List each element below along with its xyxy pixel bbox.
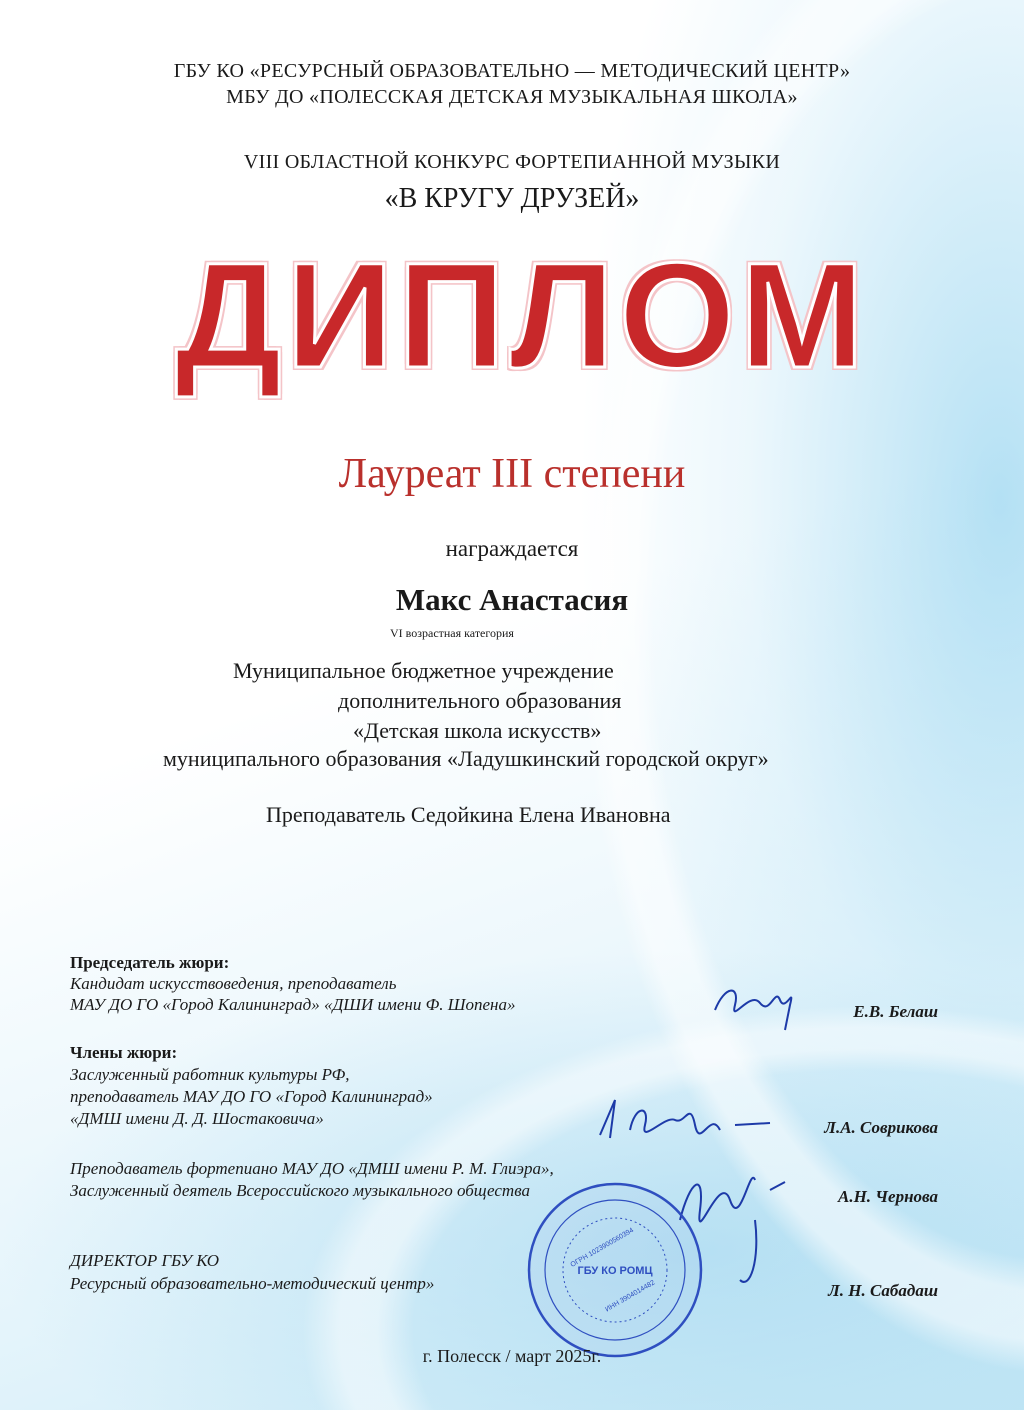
director-desc: Ресурсный образовательно-методический центр» <box>70 1274 435 1293</box>
contest-title: VIII ОБЛАСТНОЙ КОНКУРС ФОРТЕПИАННОЙ МУЗЫКИ <box>243 151 781 173</box>
organizer-2: МБУ ДО «ПОЛЕССКАЯ ДЕТСКАЯ МУЗЫКАЛЬНАЯ ШКОЛА» <box>226 86 798 108</box>
director-name: Л. Н. Сабадаш <box>828 1281 938 1300</box>
award-title: Лауреат III степени <box>338 451 686 497</box>
jury-member1-desc: преподаватель МАУ ДО ГО «Город Калининград» <box>70 1087 433 1106</box>
stamp-center-text: ГБУ КО РОМЦ <box>577 1265 653 1277</box>
footer-place-date: г. Полесск / март 2025г. <box>422 1346 602 1366</box>
jury-member1-desc: «ДМШ имени Д. Д. Шостаковича» <box>70 1109 324 1128</box>
stamp-ogrn: ОГРН 1023900560394 <box>569 1227 635 1269</box>
age-category: VI возрастная категория <box>390 626 514 640</box>
signature-sovrikova <box>585 1090 775 1150</box>
jury-member2-name: А.Н. Чернова <box>838 1187 938 1206</box>
institution-line: дополнительного образования <box>338 688 622 713</box>
jury-chair-name: Е.В. Белаш <box>853 1002 938 1021</box>
jury-member2-desc: Заслуженный деятель Всероссийского музыкального общества <box>70 1181 530 1200</box>
jury-member2-desc: Преподаватель фортепиано МАУ ДО «ДМШ имени Р. М. Глиэра», <box>70 1159 554 1178</box>
jury-chair-label: Председатель жюри: <box>70 953 230 972</box>
diploma-title: ДИПЛОМ <box>175 231 869 399</box>
jury-member1-desc: Заслуженный работник культуры РФ, <box>70 1065 350 1084</box>
institution-line: Муниципальное бюджетное учреждение <box>233 658 614 683</box>
awarded-label: награждается <box>445 536 579 561</box>
official-stamp <box>525 1180 705 1360</box>
jury-chair-desc: Кандидат искусствоведения, преподаватель <box>70 974 397 993</box>
recipient-name: Макс Анастасия <box>395 582 629 617</box>
stamp-inn: ИНН 3904014482 <box>604 1279 657 1314</box>
teacher: Преподаватель Седойкина Елена Ивановна <box>266 802 671 827</box>
organizer-1: ГБУ КО «РЕСУРСНЫЙ ОБРАЗОВАТЕЛЬНО — МЕТОДИЧЕСКИЙ ЦЕНТР» <box>173 60 851 82</box>
institution-line: муниципального образования «Ладушкинский городской округ» <box>163 746 769 771</box>
contest-name: «В КРУГУ ДРУЗЕЙ» <box>384 183 640 214</box>
director-desc: ДИРЕКТОР ГБУ КО <box>70 1251 219 1270</box>
jury-member1-name: Л.А. Соврикова <box>824 1118 938 1137</box>
institution-line: «Детская школа искусств» <box>353 718 602 743</box>
jury-chair-desc: МАУ ДО ГО «Город Калининград» «ДШИ имени Ф. Шопена» <box>70 995 516 1014</box>
jury-members-label: Члены жюри: <box>70 1043 178 1062</box>
signature-belash <box>705 975 805 1035</box>
